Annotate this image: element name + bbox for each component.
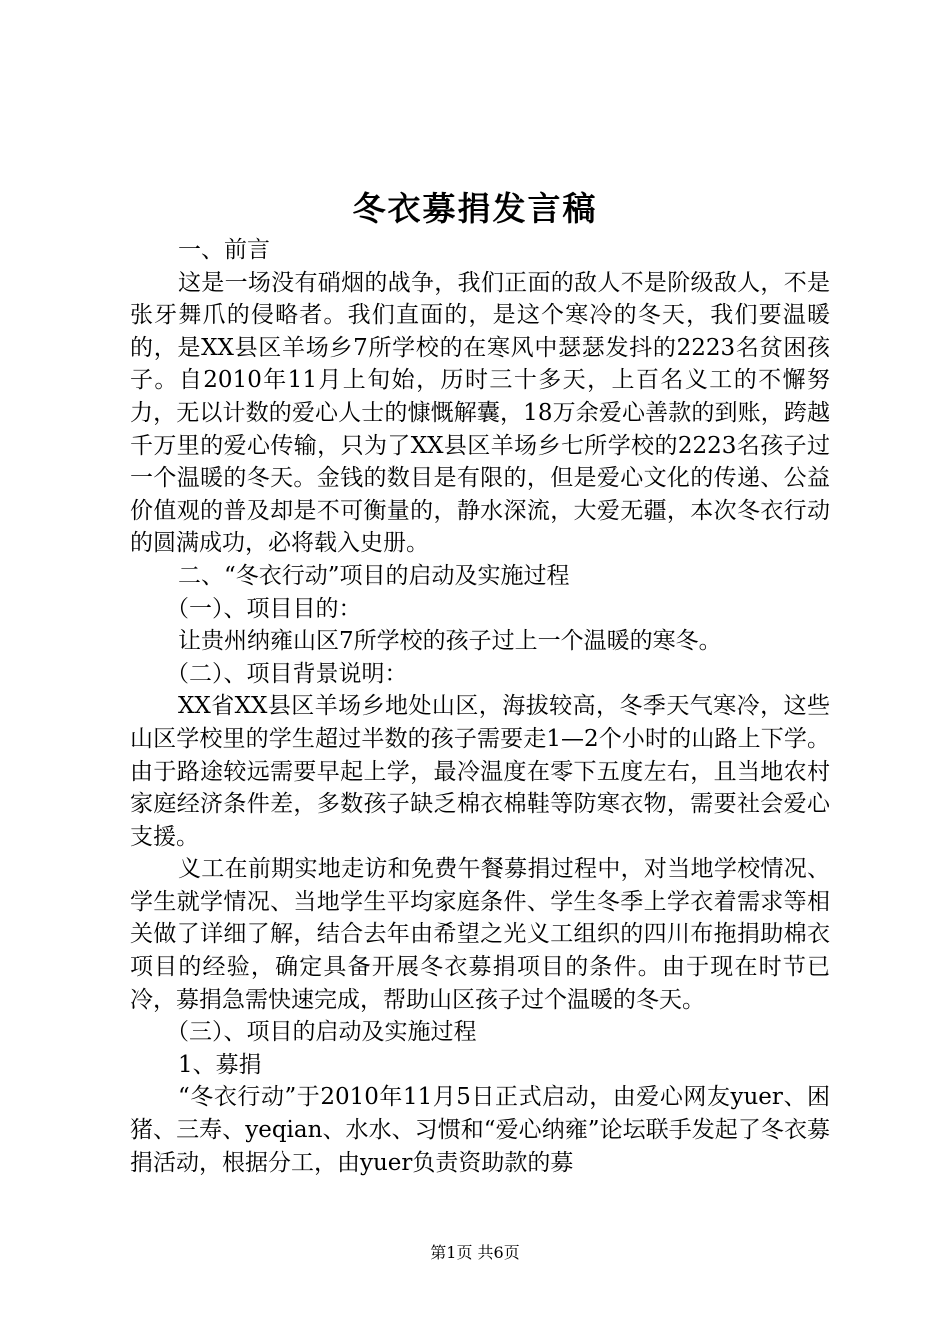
document-body [130,234,830,1179]
page-footer: 第1页 共6页 [430,1243,520,1262]
paragraph-background: XX省XX县区羊场乡地处山区，海拔较高，冬季天气寒冷，这些山区学校里的学生超过半数的孩子需要走1—2个小时的山路上下学。由于路途较远需要早起上学，最冷温度在零下五度左右，且当地农村家庭经济条件差，多数孩子缺乏棉衣棉鞋等防寒衣物，需要社会爱心支援。 [130,693,830,850]
section-heading-preface: 一、前言 [178,237,270,263]
paragraph-fundraising: “冬衣行动”于2010年11月5日正式启动，由爱心网友yuer、困猪、三寿、yeqian、水水、习惯和“爱心纳雍”论坛联手发起了冬衣募捐活动，根据分工，由yuer负责资助款的募 [130,1084,830,1176]
subheading-purpose: （一）、项目目的： [166,595,362,622]
subheading-background: （二）、项目背景说明： [166,660,408,687]
document-title: 冬衣募捐发言稿 [352,189,598,228]
paragraph-volunteers: 义工在前期实地走访和免费午餐募捐过程中，对当地学校情况、学生就学情况、当地学生平均家庭条件、学生冬季上学衣着需求等相关做了详细了解，结合去年由希望之光义工组织的四川布拖捐助棉衣项目的经验，确定具备开展冬衣募捐项目的条件。由于现在时节已冷，募捐急需快速完成，帮助山区孩子过个温暖的冬天。 [130,856,830,1013]
paragraph-purpose: 让贵州纳雍山区7所学校的孩子过上一个温暖的寒冬。 [178,628,722,655]
section-heading-project: 二、“冬衣行动”项目的启动及实施过程 [178,562,570,589]
subheading-fundraising: 1、募捐 [178,1051,262,1078]
paragraph-preface: 这是一场没有硝烟的战争，我们正面的敌人不是阶级敌人，不是张牙舞爪的侵略者。我们直面的，是这个寒冷的冬天，我们要温暖的，是XX县区羊场乡7所学校的在寒风中瑟瑟发抖的2223名贫困孩子。自2010年11月上旬始，历时三十多天，上百名义工的不懈努力，无以计数的爱心人士的慷慨解囊，18万余爱心善款的到账，跨越千万里的爱心传输，只为了XX县区羊场乡七所学校的2223名孩子过一个温暖的冬天。金钱的数目是有限的，但是爱心文化的传递、公益价值观的普及却是不可衡量的，静水深流，大爱无疆，本次冬衣行动的圆满成功，必将载入史册。 [130,269,830,557]
subheading-implementation: （三）、项目的启动及实施过程 [166,1019,477,1046]
